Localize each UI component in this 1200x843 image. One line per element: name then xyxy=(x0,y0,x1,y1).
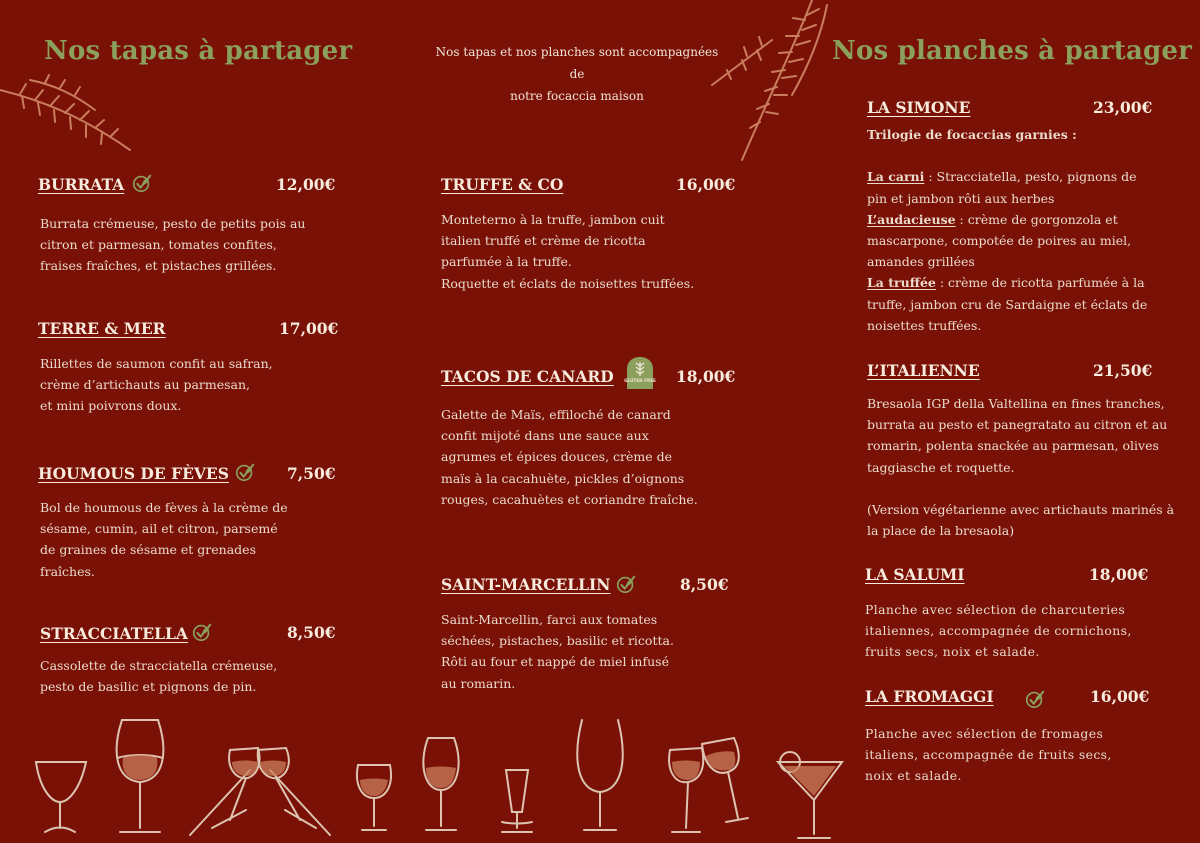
stracciatella-description: Cassolette de stracciatella crémeuse, pesto de basilic et pignons de pin. xyxy=(40,658,278,695)
terre-mer-description: Rillettes de saumon confit au safran, crème d’artichauts au parmesan, et mini poivrons doux. xyxy=(40,356,273,414)
terre-mer-price: 17,00€ xyxy=(279,319,339,338)
tacos-canard-name[interactable]: TACOS DE CANARD xyxy=(441,367,614,386)
burrata-name[interactable]: BURRATA xyxy=(38,175,125,194)
burrata-price: 12,00€ xyxy=(276,175,336,194)
l-italienne-name[interactable]: L’ITALIENNE xyxy=(867,361,980,380)
vegetarian-icon xyxy=(234,461,256,483)
la-salumi-price: 18,00€ xyxy=(1089,565,1149,584)
truffe-co-price: 16,00€ xyxy=(676,175,736,194)
wine-glasses-icon xyxy=(0,710,860,843)
truffe-co-name[interactable]: TRUFFE & CO xyxy=(441,175,564,194)
l-italienne-price: 21,50€ xyxy=(1093,361,1153,380)
la-salumi-name[interactable]: LA SALUMI xyxy=(865,565,965,584)
tacos-canard-price: 18,00€ xyxy=(676,367,736,386)
burrata-description: Burrata crémeuse, pesto de petits pois au citron et parmesan, tomates confites, fraises fraîches, et pistaches grillées. xyxy=(40,216,306,274)
rosemary-branch-icon xyxy=(712,0,837,165)
l-italienne-description: Bresaola IGP della Valtellina en fines tranches, burrata au pesto et panegratato au citron et au romarin, polenta snackée au parmesan, olives taggiasche et roquette. (Version végétarienne avec artichauts marinés à la place de la bresaola) xyxy=(867,396,1175,539)
saint-marcellin-description: Saint-Marcellin, farci aux tomates séchées, pistaches, basilic et ricotta. Rôti au four et nappé de miel infusé au romarin. xyxy=(441,612,674,691)
la-fromaggi-description: Planche avec sélection de fromages italiens, accompagnée de fruits secs, noix et salade. xyxy=(865,726,1112,784)
terre-mer-name[interactable]: TERRE & MER xyxy=(38,319,166,338)
vegetarian-icon xyxy=(1024,688,1046,710)
stracciatella-name[interactable]: STRACCIATELLA xyxy=(40,624,188,643)
vegetarian-icon xyxy=(615,573,637,595)
intro-note: Nos tapas et nos planches sont accompagnées de notre focaccia maison xyxy=(435,45,719,103)
tapas-title: Nos tapas à partager xyxy=(44,36,353,66)
saint-marcellin-price: 8,50€ xyxy=(680,575,729,594)
la-simone-description: Trilogie de focaccias garnies : La carni : Stracciatella, pesto, pignons de pin et jambon rôti aux herbes L’audacieuse : crème de gorgonzola et mascarpone, compotée de poires au miel, amandes grillées La truffée : crème de ricotta parfumée à la truffe, jambon cru de Sardaigne et éclats de noisettes truffées. xyxy=(867,127,1148,333)
stracciatella-price: 8,50€ xyxy=(287,623,336,642)
la-fromaggi-price: 16,00€ xyxy=(1090,687,1150,706)
planches-title: Nos planches à partager xyxy=(832,36,1193,66)
truffe-co-description: Monteterno à la truffe, jambon cuit italien truffé et crème de ricotta parfumée à la truffe. Roquette et éclats de noisettes truffées. xyxy=(441,212,695,291)
rosemary-branch-icon xyxy=(0,70,140,165)
saint-marcellin-name[interactable]: SAINT-MARCELLIN xyxy=(441,575,611,594)
svg-text:GLUTEN FREE: GLUTEN FREE xyxy=(624,378,656,383)
la-salumi-description: Planche avec sélection de charcuteries italiennes, accompagnée de cornichons, fruits secs, noix et salade. xyxy=(865,602,1132,660)
la-fromaggi-name[interactable]: LA FROMAGGI xyxy=(865,687,994,706)
la-simone-price: 23,00€ xyxy=(1093,98,1153,117)
houmous-name[interactable]: HOUMOUS DE FÈVES xyxy=(38,464,229,483)
tacos-canard-description: Galette de Maïs, effiloché de canard confit mijoté dans une sauce aux agrumes et épices douces, crème de maïs à la cacahuète, pickles d’oignons rouges, cacahuètes et coriandre fraîche. xyxy=(441,407,698,507)
gluten-free-icon xyxy=(626,356,654,390)
vegetarian-icon xyxy=(131,172,153,194)
vegetarian-icon xyxy=(191,621,213,643)
houmous-description: Bol de houmous de fèves à la crème de sésame, cumin, ail et citron, parsemé de graines de sésame et grenades fraîches. xyxy=(40,500,288,579)
houmous-price: 7,50€ xyxy=(287,464,336,483)
la-simone-name[interactable]: LA SIMONE xyxy=(867,98,971,117)
